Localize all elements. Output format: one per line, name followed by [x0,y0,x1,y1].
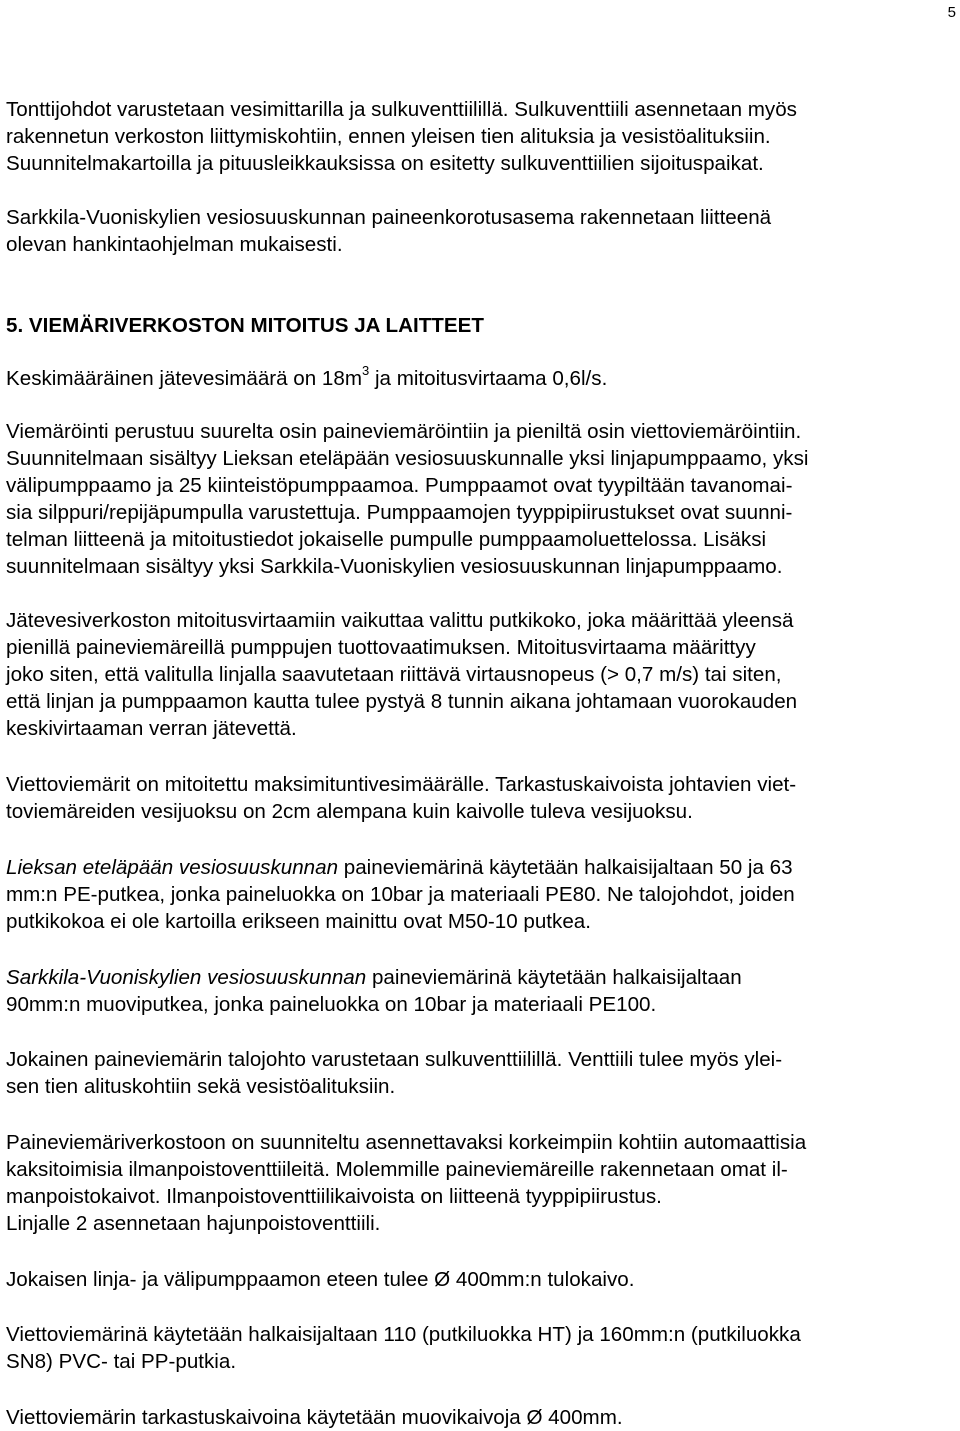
text-line: suunnitelmaan sisältyy yksi Sarkkila-Vuoniskylien vesiosuuskunnan linjapumppaamo. [6,555,783,578]
text-line: manpoistokaivot. Ilmanpoistoventtiilikaivoista on liitteenä tyyppipiirustus. [6,1185,662,1208]
page-number: 5 [947,4,956,21]
text-line: että linjan ja pumppaamon kautta tulee pystyä 8 tunnin aikana johtamaan vuorokauden [6,690,798,713]
text-span: Keskimääräinen jätevesimäärä on 18m [6,367,362,390]
text-line: SN8) PVC- tai PP-putkia. [6,1350,237,1373]
text-line: sen tien alituskohtiin sekä vesistöalituksiin. [6,1075,396,1098]
text-line: Suunnitelmakartoilla ja pituusleikkauksissa on esitetty sulkuventtiilien sijoituspaikat. [6,152,764,175]
text-line: Viemäröinti perustuu suurelta osin paineviemäröintiin ja pieniltä osin viettoviemäröintiin. [6,420,802,443]
text-line: rakennetun verkoston liittymiskohtiin, ennen yleisen tien alituksia ja vesistöalituksiin. [6,125,771,148]
text-line: Jätevesiverkoston mitoitusvirtaamiin vaikuttaa valittu putkikoko, joka määrittää yleensä [6,609,794,632]
text-span: paineviemärinä käytetään halkaisijaltaan [366,966,742,989]
text-line: Sarkkila-Vuoniskylien vesiosuuskunnan paineenkorotusasema rakennetaan liitteenä [6,206,772,229]
text-line: pienillä paineviemäreillä pumppujen tuottovaatimuksen. Mitoitusvirtaama määrittyy [6,636,756,659]
text-line: kaksitoimisia ilmanpoistoventtiileitä. Molemmille paineviemäreille rakennetaan omat il- [6,1158,788,1181]
text-line: keskivirtaaman verran jätevettä. [6,717,297,740]
text-line: Viettoviemärit on mitoitettu maksimituntivesimäärälle. Tarkastuskaivoista johtavien viet- [6,773,797,796]
text-line [6,855,793,881]
text-line: mm:n PE-putkea, jonka paineluokka on 10bar ja materiaali PE80. Ne talojohdot, joiden [6,883,795,906]
text-line: olevan hankintaohjelman mukaisesti. [6,233,343,256]
text-line [6,965,742,991]
text-line: telman liitteenä ja mitoitustiedot jokaiselle pumpulle pumppaamoluettelossa. Lisäksi [6,528,767,551]
text-line: Jokaisen linja- ja välipumppaamon eteen tulee Ø 400mm:n tulokaivo. [6,1268,635,1291]
text-span: paineviemärinä käytetään halkaisijaltaan 50 ja 63 [338,856,793,879]
text-line: Linjalle 2 asennetaan hajunpoistoventtiili. [6,1212,381,1235]
text-line: Tonttijohdot varustetaan vesimittarilla ja sulkuventtiilillä. Sulkuventtiili asennetaan myös [6,98,797,121]
italic-span: Sarkkila-Vuoniskylien vesiosuuskunnan [6,966,367,989]
text-line: sia silppuri/repijäpumpulla varustettuja. Pumppaamojen tyyppipiirustukset ovat suunni- [6,501,793,524]
text-line: välipumppaamo ja 25 kiinteistöpumppaamoa. Pumppaamot ovat tyypiltään tavanomai- [6,474,793,497]
text-line: Viettoviemärinä käytetään halkaisijaltaan 110 (putkiluokka HT) ja 160mm:n (putkiluokka [6,1323,801,1346]
text-line: Jokainen paineviemärin talojohto varustetaan sulkuventtiilillä. Venttiili tulee myös ylei- [6,1048,783,1071]
text-span: ja mitoitusvirtaama 0,6l/s. [369,367,608,390]
text-line: toviemäreiden vesijuoksu on 2cm alempana kuin kaivolle tuleva vesijuoksu. [6,800,693,823]
text-line: putkikokoa ei ole kartoilla erikseen mainittu ovat M50-10 putkea. [6,910,591,933]
text-line: joko siten, että valitulla linjalla saavutetaan riittävä virtausnopeus (> 0,7 m/s) tai siten, [6,663,782,686]
text-line: Suunnitelmaan sisältyy Lieksan eteläpään vesiosuuskunnalle yksi linjapumppaamo, yksi [6,447,809,470]
text-line: Viettoviemärin tarkastuskaivoina käytetään muovikaivoja Ø 400mm. [6,1406,623,1429]
section-heading: 5. VIEMÄRIVERKOSTON MITOITUS JA LAITTEET [6,314,484,337]
italic-span: Lieksan eteläpään vesiosuuskunnan [6,856,339,879]
text-line: Paineviemäriverkostoon on suunniteltu asennettavaksi korkeimpiin kohtiin automaattisia [6,1131,807,1154]
superscript: 3 [362,363,370,379]
text-line [6,363,608,392]
text-line: 90mm:n muoviputkea, jonka paineluokka on 10bar ja materiaali PE100. [6,993,657,1016]
